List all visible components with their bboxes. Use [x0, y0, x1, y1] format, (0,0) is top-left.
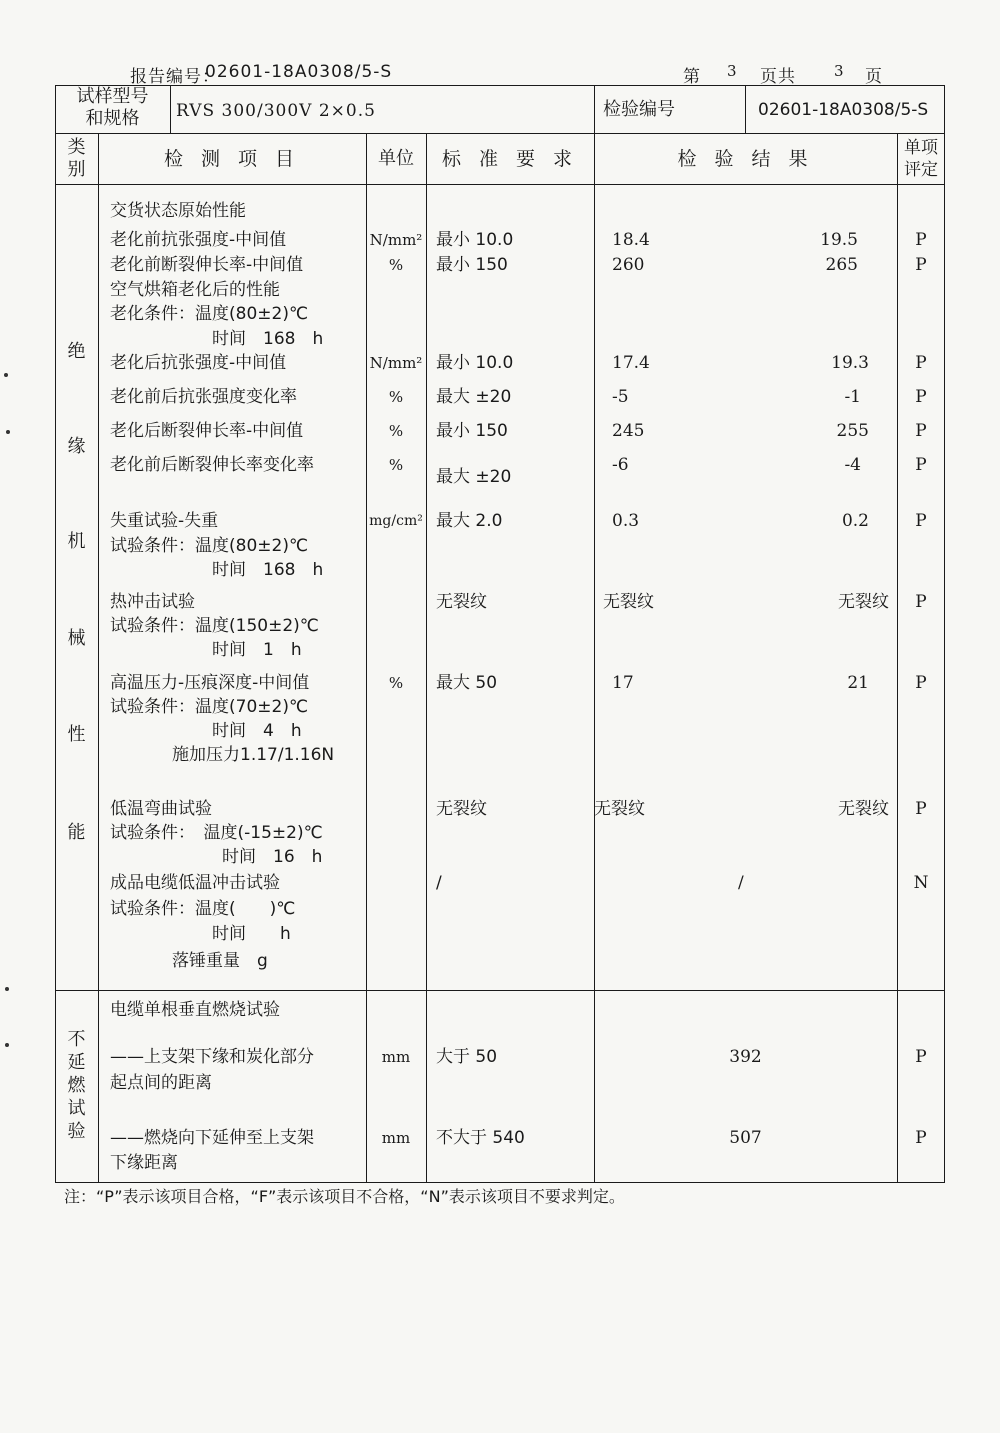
report-number-label: 报告编号：: [130, 67, 220, 87]
row-requirement: /: [436, 873, 442, 893]
rule-info-bottom: [55, 133, 945, 134]
row-item: 热冲击试验: [110, 592, 195, 612]
row-item: 时间 168 h: [212, 560, 324, 580]
row-item: 老化前断裂伸长率-中间值: [110, 255, 304, 275]
section1-char-3: 机: [67, 531, 86, 552]
row-result-1: /: [738, 873, 744, 893]
row-result-1: -5: [612, 387, 629, 407]
rule-v-inspect-value: [745, 85, 746, 133]
page-suffix: 页: [865, 67, 883, 87]
row-item: 试验条件：温度(80±2)℃: [110, 536, 309, 556]
row-item: ——上支架下缘和炭化部分: [110, 1047, 314, 1067]
row-unit: %: [388, 256, 404, 274]
section1-char-2: 缘: [67, 436, 86, 457]
row-unit: mg/cm²: [369, 513, 423, 529]
section2-char-1: 不: [67, 1029, 86, 1050]
row-verdict: P: [915, 387, 927, 407]
row-item: 老化前抗张强度-中间值: [110, 230, 287, 250]
row-requirement: 无裂纹: [436, 592, 487, 612]
row-result-1: 507: [729, 1128, 762, 1148]
row-result-1: 0.3: [612, 511, 640, 531]
row-verdict: N: [913, 873, 929, 893]
row-item: 老化前后抗张强度变化率: [110, 387, 297, 407]
scan-speck: [6, 430, 10, 434]
rule-v-unit: [426, 133, 427, 1183]
row-unit: %: [388, 388, 404, 406]
row-item: 下缘距离: [110, 1153, 178, 1173]
row-result-1: 无裂纹: [603, 592, 654, 612]
rule-v-category: [98, 133, 99, 1183]
inspect-no-value: 02601-18A0308/5-S: [758, 100, 929, 120]
row-unit: mm: [381, 1129, 411, 1147]
row-requirement: 不大于 540: [436, 1128, 525, 1148]
row-item: 成品电缆低温冲击试验: [110, 873, 280, 893]
row-item: 时间 168 h: [212, 329, 324, 349]
row-verdict: P: [915, 1128, 927, 1148]
rule-v-requirement: [594, 133, 595, 1183]
rule-v-model: [170, 85, 171, 133]
scan-speck: [5, 1043, 9, 1047]
row-item: 电缆单根垂直燃烧试验: [110, 1000, 280, 1020]
row-unit: N/mm²: [369, 231, 423, 249]
row-result-2: -4: [844, 455, 861, 475]
row-unit: %: [388, 674, 404, 692]
rule-v-item: [366, 133, 367, 1183]
row-verdict: P: [915, 592, 927, 612]
row-item: 试验条件：温度(150±2)℃: [110, 616, 319, 636]
section1-char-6: 能: [67, 822, 86, 843]
row-item: 时间 16 h: [222, 847, 323, 867]
row-result-2: 21: [847, 673, 869, 693]
rule-section-divider: [55, 990, 945, 991]
section2-char-3: 燃: [67, 1075, 86, 1096]
section2-char-5: 验: [67, 1121, 86, 1142]
row-item: 时间 1 h: [212, 640, 302, 660]
row-item: 失重试验-失重: [110, 511, 219, 531]
row-result-2: 无裂纹: [838, 799, 889, 819]
row-requirement: 最小 10.0: [436, 230, 514, 250]
row-requirement: 最小 150: [436, 255, 508, 275]
col-category: 类 别: [67, 137, 86, 180]
row-requirement: 最大 ±20: [436, 387, 512, 407]
model-value: RVS 300/300V 2×0.5: [176, 101, 376, 121]
row-result-2: 19.3: [831, 353, 869, 373]
row-item: 时间 4 h: [212, 721, 302, 741]
row-unit: N/mm²: [369, 354, 423, 372]
footnote: 注：“P”表示该项目合格，“F”表示该项目不合格，“N”表示该项目不要求判定。: [64, 1187, 625, 1206]
row-result-1: 260: [612, 255, 645, 275]
row-requirement: 最大 2.0: [436, 511, 503, 531]
row-unit: %: [388, 422, 404, 440]
row-requirement: 最小 150: [436, 421, 508, 441]
row-result-2: 265: [825, 255, 858, 275]
row-verdict: P: [915, 511, 927, 531]
page-prefix: 第: [683, 67, 701, 87]
row-item: ——燃烧向下延伸至上支架: [110, 1128, 314, 1148]
row-item: 老化条件：温度(80±2)℃: [110, 304, 309, 324]
row-requirement: 最小 10.0: [436, 353, 514, 373]
row-requirement: 最大 ±20: [436, 467, 512, 487]
row-verdict: P: [915, 799, 927, 819]
row-result-2: -1: [844, 387, 861, 407]
row-item: 起点间的距离: [110, 1073, 212, 1093]
col-item: 检 测 项 目: [163, 148, 301, 170]
row-requirement: 大于 50: [436, 1047, 498, 1067]
row-item: 老化后抗张强度-中间值: [110, 353, 287, 373]
row-requirement: 最大 50: [436, 673, 498, 693]
row-result-2: 255: [836, 421, 869, 441]
row-item: 老化前后断裂伸长率变化率: [110, 455, 314, 475]
row-unit: mm: [381, 1048, 411, 1066]
page-number: 3: [727, 62, 738, 80]
row-verdict: P: [915, 455, 927, 475]
col-unit: 单位: [378, 148, 414, 169]
row-verdict: P: [915, 1047, 927, 1067]
row-item: 试验条件：温度(70±2)℃: [110, 697, 309, 717]
model-label: 试样型号 和规格: [76, 86, 149, 129]
row-result-1: 18.4: [612, 230, 650, 250]
row-requirement: 无裂纹: [436, 799, 487, 819]
row-item: 交货状态原始性能: [110, 201, 246, 221]
report-number: 02601-18A0308/5-S: [205, 62, 393, 82]
row-item: 施加压力1.17/1.16N: [172, 745, 335, 765]
row-verdict: P: [915, 353, 927, 373]
row-result-2: 无裂纹: [838, 592, 889, 612]
section1-char-1: 绝: [67, 341, 86, 362]
row-verdict: P: [915, 230, 927, 250]
row-result-1: 无裂纹: [594, 799, 645, 819]
row-item: 试验条件： 温度(-15±2)℃: [110, 823, 323, 843]
row-verdict: P: [915, 255, 927, 275]
row-result-1: 17.4: [612, 353, 650, 373]
section2-char-4: 试: [67, 1098, 86, 1119]
scan-speck: [5, 987, 9, 991]
col-result: 检 验 结 果: [677, 148, 814, 170]
row-item: 时间 h: [212, 924, 291, 944]
row-item: 落锤重量 g: [172, 951, 268, 971]
row-result-1: 245: [612, 421, 645, 441]
row-item: 低温弯曲试验: [110, 799, 212, 819]
inspect-no-label: 检验编号: [603, 99, 675, 120]
col-requirement: 标 准 要 求: [441, 148, 579, 170]
row-item: 老化后断裂伸长率-中间值: [110, 421, 304, 441]
row-item: 空气烘箱老化后的性能: [110, 280, 280, 300]
page-total: 3: [834, 62, 845, 80]
row-result-2: 0.2: [841, 511, 869, 531]
page-mid: 页共: [760, 67, 796, 87]
section1-char-5: 性: [67, 724, 86, 745]
row-verdict: P: [915, 673, 927, 693]
rule-v-result: [897, 133, 898, 1183]
scan-speck: [4, 373, 8, 377]
row-result-1: 17: [612, 673, 634, 693]
row-result-1: 392: [729, 1047, 762, 1067]
col-verdict: 单项 评定: [904, 138, 938, 180]
row-result-2: 19.5: [820, 230, 858, 250]
section2-char-2: 延: [67, 1052, 86, 1073]
row-unit: %: [388, 456, 404, 474]
row-verdict: P: [915, 421, 927, 441]
rule-header-bottom: [55, 184, 945, 185]
section1-char-4: 械: [67, 628, 86, 649]
rule-v-inspect-label: [594, 85, 595, 133]
row-result-1: -6: [612, 455, 629, 475]
row-item: 试验条件：温度( )℃: [110, 899, 296, 919]
row-item: 高温压力-压痕深度-中间值: [110, 673, 310, 693]
